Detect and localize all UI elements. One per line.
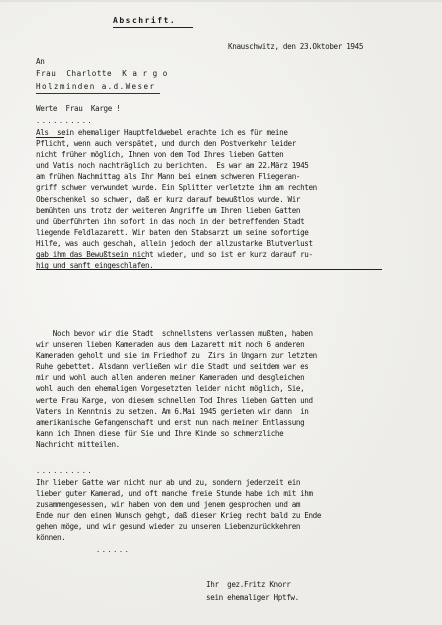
title-underline	[113, 27, 193, 28]
pencil-underline	[36, 269, 274, 270]
address-city-underline	[36, 93, 160, 94]
scan-edge	[0, 0, 442, 2]
text-line: Als sein ehemaliger Hauptfeldwebel erachte ich es für meine	[36, 128, 288, 137]
signature-line: Ihr gez.Fritz Knorr	[206, 580, 291, 589]
place-date: Knauschwitz, den 23.Oktober 1945	[228, 42, 364, 51]
text-line: Hilfe, was auch geschah, allein jedoch der allzustarke Blutverlust	[36, 238, 313, 248]
text-line: Ruhe gebettet. Alsdann verließen wir die Stadt und seitdem war es	[36, 362, 309, 372]
paragraph-1	[36, 127, 317, 271]
text-line: nicht früher möglich, Ihnen von dem Tod Ihres lieben Gatten	[36, 150, 284, 160]
paragraph-2	[36, 328, 317, 450]
text-line: liegende Feldlazarett. Wir baten den Stabsarzt um seine sofortige	[36, 227, 309, 237]
text-line: griff schwer verwundet wurde. Ein Splitter verletzte ihm am rechten	[36, 183, 317, 193]
document-title: Abschrift.	[113, 16, 177, 25]
text-line: gehen möge, und wir gesund wieder zu unseren Liebenzurückkehren	[36, 522, 301, 532]
text-line: am frühen Nachmittag als Ihr Mann bei einem schweren Fliegeran-	[36, 172, 301, 182]
address-city: Holzminden a.d.Weser	[36, 82, 156, 91]
text-line: und Vatis noch nachträglich zu berichten. Es war am 22.März 1945	[36, 161, 309, 171]
text-line: Pflicht, wenn auch verspätet, und durch den Postverkehr leider	[36, 139, 296, 149]
signature-title: sein ehemaliger Hptfw.	[206, 593, 299, 602]
pencil-underline	[36, 258, 146, 259]
text-line: Vaters in Kenntnis zu setzen. Am 6.Mai 1945 gerieten wir dann in	[36, 406, 309, 416]
text-line: können.	[36, 533, 66, 543]
text-line: mir und wohl auch allen anderen meiner Kameraden und desgleichen	[36, 373, 305, 383]
separator-dots: ......	[96, 546, 131, 554]
text-line: amerikanische Gefangenschaft und erst nun nach meiner Entlassung	[36, 417, 305, 427]
text-line: Oberschenkel so schwer, daß er kurz darauf bewußtlos wurde. Wir	[36, 194, 301, 204]
text-line: Nachricht mitteilen.	[36, 439, 120, 449]
text-line: wohl auch den ehemaligen Vorgesetzten leider nicht möglich, Sie,	[36, 384, 305, 394]
text-line: Kameraden geholt und sie im Friedhof zu Zirs in Ungarn zur letzten	[36, 351, 317, 361]
text-line: bemühten uns trotz der weiteren Angriffe um Ihren lieben Gatten	[36, 205, 301, 215]
text-line: Ende nur den einen Wunsch gehgt, daß dieser Krieg recht bald zu Ende	[36, 511, 322, 521]
paragraph-3	[36, 477, 321, 544]
separator-dots: ..........	[36, 467, 94, 475]
text-line: hig und sanft eingeschlafen.	[36, 261, 154, 271]
text-line: gab ihm das Bewußtsein nicht wieder, und so ist er kurz darauf ru-	[36, 250, 313, 260]
pencil-underline	[36, 137, 64, 138]
salutation: Werte Frau Karge !	[36, 104, 121, 113]
pencil-underline	[258, 269, 382, 270]
address-an: An	[36, 57, 45, 66]
text-line: kann ich Ihnen diese für Sie und Ihre Kinde so schmerzliche	[36, 428, 284, 438]
text-line: lieber guter Kamerad, und oft manche freie Stunde habe ich mit ihm	[36, 489, 313, 499]
text-line: Noch bevor wir die Stadt schnellstens verlassen mußten, haben	[36, 329, 313, 338]
separator-dots: ..........	[36, 117, 94, 125]
address-recipient: Frau Charlotte K a r g o	[36, 69, 168, 78]
text-line: und überführten ihn sofort in das noch in der betreffenden Stadt	[36, 216, 305, 226]
text-line: zusammengesessen, wir haben von dem und jenem gesprochen und am	[36, 500, 301, 510]
text-line: Ihr lieber Gatte war nicht nur ab und zu, sondern jederzeit ein	[36, 478, 301, 487]
text-line: wir unseren lieben Kameraden aus dem Lazarett mit noch 6 anderen	[36, 340, 305, 350]
text-line: werte Frau Karge, von diesem schnellen Tod Ihres lieben Gatten und	[36, 395, 313, 405]
